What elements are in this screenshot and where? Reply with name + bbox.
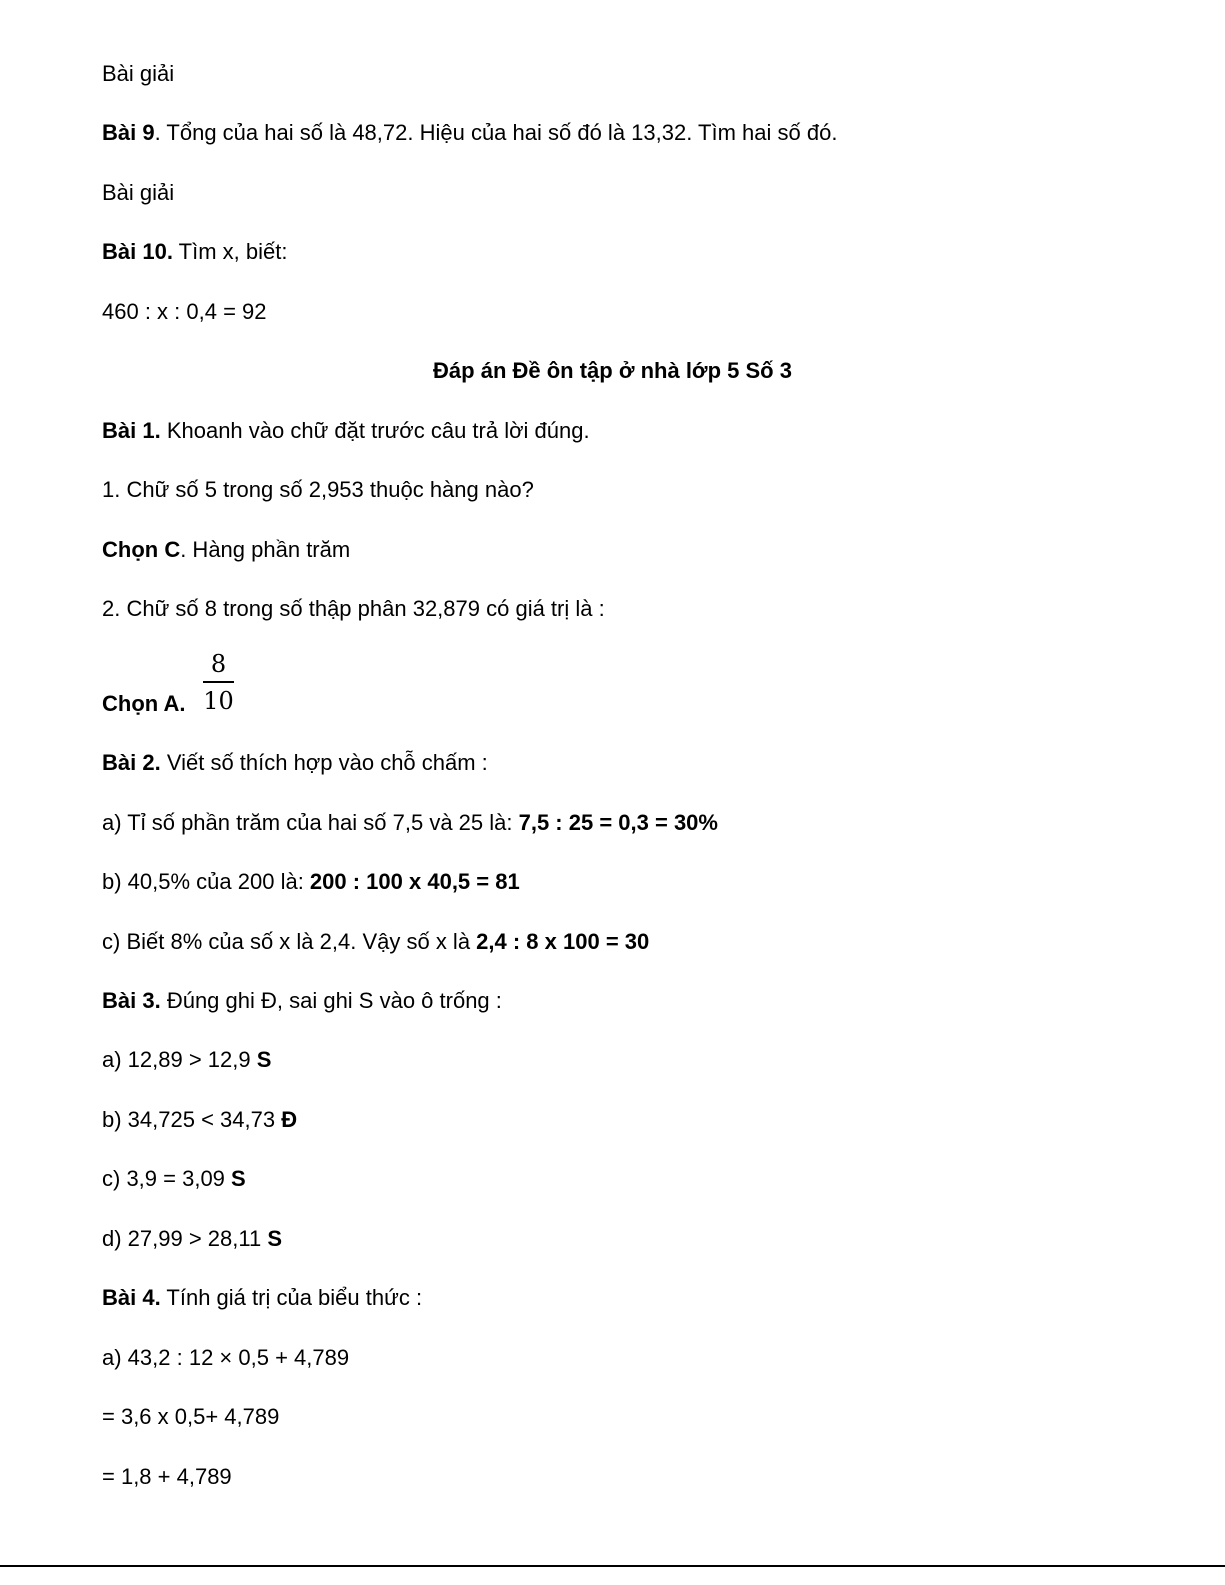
exercise-10-heading: Bài 10. (102, 239, 173, 264)
exercise-3a-answer: S (256, 1047, 272, 1072)
answer-exercise-4-text: Tính giá trị của biểu thức : (160, 1285, 423, 1310)
question-1-answer-text: . Hàng phần trăm (180, 537, 351, 562)
exercise-2b-answer: 200 : 100 x 40,5 = 81 (309, 869, 520, 894)
exercise-10-equation-text: 460 : x : 0,4 = 92 (102, 299, 267, 324)
question-2-text: 2. Chữ số 8 trong số thập phân 32,879 có giá trị là : (102, 596, 605, 621)
fraction-numerator: 8 (210, 650, 227, 678)
exercise-3a-text: a) 12,89 > 12,9 (102, 1047, 257, 1072)
solution-label (102, 60, 174, 88)
exercise-10-equation (102, 298, 267, 326)
answer-exercise-4-heading: Bài 4. (102, 1285, 161, 1310)
exercise-4a-step-2 (102, 1463, 232, 1491)
fraction-bar (203, 681, 234, 683)
solution-label-2 (102, 179, 174, 207)
fraction-denominator: 10 (203, 687, 234, 715)
exercise-3a (102, 1046, 271, 1074)
answer-exercise-4 (102, 1284, 422, 1312)
answer-exercise-3-heading: Bài 3. (102, 988, 161, 1013)
question-1-answer-choice: Chọn C (102, 537, 181, 562)
answer-exercise-3-text: Đúng ghi Đ, sai ghi S vào ô trống : (160, 988, 502, 1013)
answer-exercise-1-heading: Bài 1. (102, 418, 161, 443)
fraction-8-10 (203, 650, 234, 715)
question-1-text: 1. Chữ số 5 trong số 2,953 thuộc hàng nào? (102, 477, 534, 502)
question-2-answer (102, 690, 186, 718)
solution-label-2-text: Bài giải (102, 180, 175, 205)
exercise-4a (102, 1344, 349, 1372)
exercise-3b-text: b) 34,725 < 34,73 (102, 1107, 282, 1132)
solution-label-text: Bài giải (102, 61, 175, 86)
exercise-4a-step-1 (102, 1403, 279, 1431)
exercise-2b (102, 868, 520, 896)
exercise-3c (102, 1165, 246, 1193)
exercise-2b-text: b) 40,5% của 200 là: (102, 869, 310, 894)
exercise-3c-answer: S (231, 1166, 246, 1191)
answer-exercise-2-heading: Bài 2. (102, 750, 161, 775)
exercise-3b-answer: Đ (281, 1107, 298, 1132)
exercise-9-text: . Tổng của hai số là 48,72. Hiệu của hai số đó là 13,32. Tìm hai số đó. (154, 120, 838, 145)
exercise-4a-text: a) 43,2 : 12 × 0,5 + 4,789 (102, 1345, 350, 1370)
answer-exercise-3 (102, 987, 502, 1015)
exercise-2a (102, 809, 718, 837)
exercise-3c-text: c) 3,9 = 3,09 (102, 1166, 232, 1191)
exercise-2a-text: a) Tỉ số phần trăm của hai số 7,5 và 25 là: (102, 810, 519, 835)
question-1-answer (102, 536, 350, 564)
exercise-2c-answer: 2,4 : 8 x 100 = 30 (476, 929, 650, 954)
exercise-3d-text: d) 27,99 > 28,11 (102, 1226, 268, 1251)
exercise-10-text: Tìm x, biết: (172, 239, 288, 264)
exercise-3b (102, 1106, 297, 1134)
page-bottom-rule (0, 1565, 1225, 1567)
answer-exercise-1 (102, 417, 590, 445)
answer-exercise-1-text: Khoanh vào chữ đặt trước câu trả lời đúng. (160, 418, 590, 443)
exercise-3d (102, 1225, 282, 1253)
exercise-4a-step-2-text: = 1,8 + 4,789 (102, 1464, 232, 1489)
exercise-9 (102, 119, 837, 147)
question-2 (102, 595, 605, 623)
answer-exercise-2 (102, 749, 488, 777)
exercise-2a-answer: 7,5 : 25 = 0,3 = 30% (518, 810, 718, 835)
exercise-9-heading: Bài 9 (102, 120, 155, 145)
exercise-3d-answer: S (267, 1226, 283, 1251)
exercise-4a-step-1-text: = 3,6 x 0,5+ 4,789 (102, 1404, 280, 1429)
exercise-2c-text: c) Biết 8% của số x là 2,4. Vậy số x là (102, 929, 477, 954)
exercise-10 (102, 238, 287, 266)
exercise-2c (102, 928, 649, 956)
question-1 (102, 476, 534, 504)
answer-key-title (0, 357, 1225, 385)
question-2-answer-choice: Chọn A. (102, 691, 186, 716)
answer-exercise-2-text: Viết số thích hợp vào chỗ chấm : (160, 750, 488, 775)
answer-key-title-text: Đáp án Đề ôn tập ở nhà lớp 5 Số 3 (433, 358, 792, 383)
